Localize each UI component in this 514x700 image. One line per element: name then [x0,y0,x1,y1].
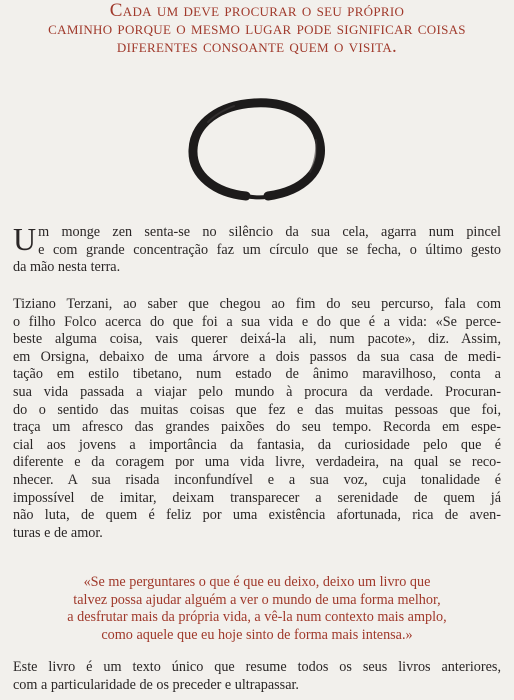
quote-line: como aquele que eu hoje sinto de forma mais intensa.» [101,626,413,643]
closing-line: com a particularidade de os preceder e ultrapassar. [13,676,299,693]
body-paragraph [13,296,501,542]
body-line: em Orsigna, debaixo de uma árvore a dois passos da sua casa de medi- [13,348,501,365]
heading-line: caminho porque o mesmo lugar pode significar coisas [48,18,466,39]
body-line: sua vida passada a viajar pelo mundo à procura da verdade. Procuran- [13,383,501,400]
body-line: o filho Folco acerca do que foi a sua vida e do que é a vida: «Se perce- [13,313,501,330]
quote-line: a desfrutar mais da própria vida, a vê-la num contexto mais amplo, [67,609,447,626]
body-line: Tiziano Terzani, ao saber que chegou ao fim do seu percurso, fala com [13,296,501,312]
intro-line: da mão nesta terra. [13,259,121,276]
body-line: não luta, de quem é feliz por uma existência afortunada, rica de aven- [13,507,501,524]
quote-line: «Se me perguntares o que é que eu deixo, deixo um livro que [83,574,431,590]
body-line: impossível de imitar, deixam transparecer a serenidade de quem já [13,489,501,506]
dropcap-letter: U [13,221,37,257]
heading-line: Cada um deve procurar o seu próprio [109,0,405,21]
closing-line: Este livro é um texto único que resume todos os seus livros anteriores, [13,659,501,675]
intro-line: m monge zen senta-se no silêncio da sua cela, agarra num pincel [38,224,501,240]
heading-line: diferentes consoante quem o visita. [116,36,398,57]
body-line: do o sentido das muitas coisas que fez e das muitas pessoas que foi, [13,401,501,418]
enso-brush-circle-icon [176,92,336,210]
intro-paragraph [13,221,501,277]
body-line: tação em estilo tibetano, num estado de ânimo maravilhoso, conta a [13,366,501,383]
cover-heading [10,2,504,56]
intro-line: e com grande concentração faz um círculo que se fecha, o último gesto [38,241,501,258]
body-line: traça um afresco das grandes paixões do seu tempo. Recorda em espe- [13,419,501,436]
body-line: diferente e da coragem por uma vida livre, verdadeira, na qual se reco- [13,454,501,471]
body-line: turas e de amor. [13,524,103,541]
author-quote [13,574,501,644]
body-line: nhecer. A sua risada inconfundível e a sua voz, cuja tonalidade é [13,471,501,488]
quote-line: talvez possa ajudar alguém a ver o mundo de uma forma melhor, [73,591,441,608]
closing-paragraph [13,659,501,694]
body-line: cial aos jovens a importância da fantasia, da curiosidade pelo que é [13,436,501,453]
body-line: beste alguma coisa, vais querer deixá-la ali, num pacote», diz. Assim, [13,331,501,348]
